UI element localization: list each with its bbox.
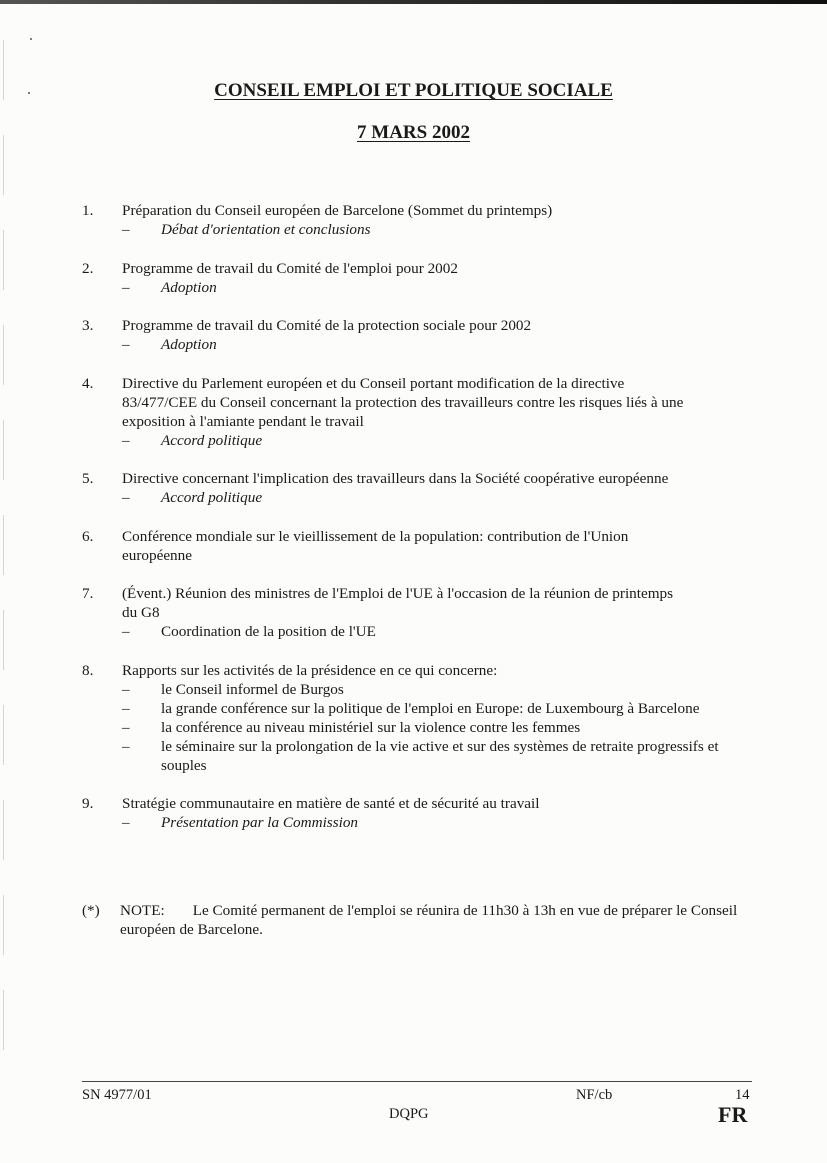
agenda-subitem	[122, 699, 747, 718]
agenda-item-line: Rapports sur les activités de la présidence en ce qui concerne:	[122, 661, 498, 679]
agenda-item	[0, 794, 827, 832]
dash-bullet: –	[122, 699, 130, 717]
footer-doc-ref: SN 4977/01	[82, 1087, 152, 1103]
footer-dept: DQPG	[389, 1106, 429, 1122]
agenda-item-text	[122, 374, 747, 431]
agenda-subitem	[122, 488, 747, 507]
agenda-item-line: européenne	[122, 546, 192, 564]
agenda-item	[0, 469, 827, 507]
scan-edge-top	[0, 0, 827, 4]
agenda-item-number: 2.	[82, 259, 94, 277]
agenda-subitem	[122, 737, 747, 775]
note-text: Le Comité permanent de l'emploi se réunira de 11h30 à 13h en vue de préparer le Conseil européen de Barcelone.	[120, 902, 738, 938]
footer-page-number: 14	[735, 1087, 750, 1103]
dash-bullet: –	[122, 221, 130, 238]
dash-bullet: –	[122, 336, 130, 353]
dash-bullet: –	[122, 814, 130, 831]
agenda-subitem	[122, 718, 747, 737]
agenda-item	[0, 374, 827, 450]
dash-bullet: –	[122, 278, 130, 296]
agenda-subitem	[122, 335, 747, 354]
agenda-item-line: 83/477/CEE du Conseil concernant la protection des travailleurs contre les risques liés à une	[122, 393, 684, 411]
agenda-subitem-text: Accord politique	[161, 489, 263, 506]
agenda-subitem-text: le séminaire sur la prolongation de la vie active et sur des systèmes de retraite progressifs et souples	[161, 737, 719, 774]
agenda-item-number: 1.	[82, 202, 94, 219]
agenda-item-text	[122, 469, 747, 488]
agenda-subitem-text: Débat d'orientation et conclusions	[161, 221, 371, 238]
agenda-item	[0, 201, 827, 239]
agenda-item	[0, 584, 827, 641]
agenda-item-line: (Évent.) Réunion des ministres de l'Emploi de l'UE à l'occasion de la réunion de printemps	[122, 585, 674, 602]
agenda-item-line: du G8	[122, 604, 160, 621]
agenda-item-text	[122, 661, 747, 680]
dash-bullet: –	[122, 737, 130, 755]
document-title: CONSEIL EMPLOI ET POLITIQUE SOCIALE	[214, 80, 613, 101]
note-label: NOTE:	[120, 902, 165, 919]
agenda-item-text	[122, 316, 747, 335]
agenda-item-line: Directive concernant l'implication des travailleurs dans la Société coopérative européenne	[122, 470, 669, 487]
agenda-subitem-text: Adoption	[161, 336, 217, 353]
agenda-item	[0, 259, 827, 297]
agenda-subitem-text: Coordination de la position de l'UE	[161, 623, 376, 640]
agenda-subitem	[122, 278, 747, 297]
meeting-date: 7 MARS 2002	[357, 122, 470, 143]
agenda-subitem	[122, 622, 747, 641]
agenda-item-line: Stratégie communautaire en matière de santé et de sécurité au travail	[122, 795, 540, 812]
agenda-item-number: 8.	[82, 661, 94, 679]
agenda-item-line: Préparation du Conseil européen de Barcelone (Sommet du printemps)	[122, 202, 553, 219]
agenda-item-line: Conférence mondiale sur le vieillissement de la population: contribution de l'Union	[122, 527, 629, 545]
agenda-subitem	[122, 431, 747, 450]
agenda-item-number: 3.	[82, 317, 94, 334]
agenda-item-text	[122, 259, 747, 278]
dash-bullet: –	[122, 489, 130, 506]
agenda-item	[0, 316, 827, 354]
agenda-list	[0, 201, 827, 852]
dash-bullet: –	[122, 680, 130, 698]
agenda-subitem-text: la conférence au niveau ministériel sur la violence contre les femmes	[161, 718, 581, 736]
agenda-item-number: 9.	[82, 795, 94, 812]
note-marker: (*)	[82, 902, 100, 919]
agenda-item-line: Programme de travail du Comité de l'emploi pour 2002	[122, 259, 458, 277]
agenda-item-number: 4.	[82, 374, 94, 392]
agenda-subitem	[122, 220, 747, 239]
agenda-item-text	[122, 794, 747, 813]
agenda-subitem-text: Adoption	[161, 278, 217, 296]
agenda-item	[0, 527, 827, 565]
agenda-item-text	[122, 201, 747, 220]
agenda-item-line: Programme de travail du Comité de la protection sociale pour 2002	[122, 317, 532, 334]
agenda-subitem	[122, 813, 747, 832]
agenda-item-number: 6.	[82, 527, 94, 545]
agenda-subitem-text: Présentation par la Commission	[161, 814, 359, 831]
dash-bullet: –	[122, 718, 130, 736]
agenda-subitem-text: Accord politique	[161, 431, 263, 449]
dash-bullet: –	[122, 431, 130, 449]
agenda-item-line: exposition à l'amiante pendant le travail	[122, 412, 364, 430]
footer-rule	[82, 1081, 752, 1082]
agenda-item-number: 7.	[82, 585, 94, 602]
footer-initials: NF/cb	[576, 1087, 613, 1103]
agenda-item-text	[122, 584, 747, 622]
agenda-subitem-text: la grande conférence sur la politique de l'emploi en Europe: de Luxembourg à Barcelone	[161, 699, 700, 717]
agenda-item-line: Directive du Parlement européen et du Conseil portant modification de la directive	[122, 374, 625, 392]
scan-speck	[30, 38, 32, 40]
agenda-item	[0, 661, 827, 775]
agenda-subitem	[122, 680, 747, 699]
footer-language: FR	[718, 1102, 748, 1127]
agenda-item-text	[122, 527, 747, 565]
note-block	[82, 901, 752, 939]
agenda-item-number: 5.	[82, 470, 94, 487]
dash-bullet: –	[122, 623, 130, 640]
agenda-subitem-text: le Conseil informel de Burgos	[161, 680, 344, 698]
